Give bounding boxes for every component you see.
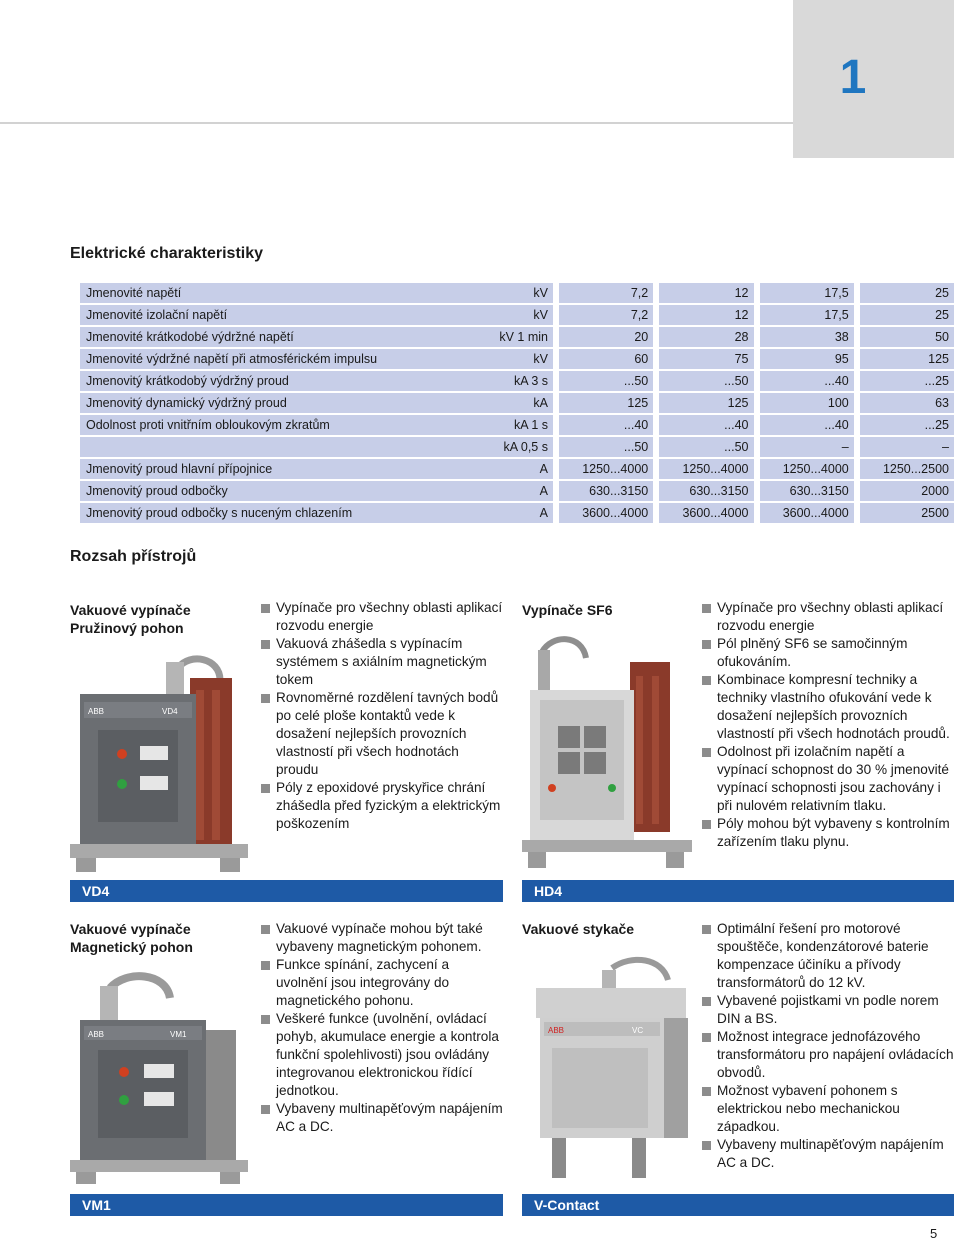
range-title: Rozsah přístrojů [70, 548, 197, 565]
spec-value: 2500 [860, 503, 954, 523]
spec-unit: A [469, 481, 553, 501]
spec-value: 17,5 [760, 283, 854, 303]
hd4-bullet: Vypínače pro všechny oblasti aplikací rozvodu energie [702, 599, 954, 635]
spec-row [80, 503, 954, 523]
vcontact-bullets [702, 920, 954, 1172]
spec-row [80, 349, 954, 369]
spec-value: 25 [860, 305, 954, 325]
spec-row [80, 371, 954, 391]
vd4-heading [70, 601, 191, 637]
vcontact-photo [522, 948, 692, 1184]
vcontact-band: V-Contact [522, 1194, 954, 1216]
vd4-heading-line2: Pružinový pohon [70, 620, 184, 636]
vd4-photo-label: VD4 [162, 707, 178, 716]
vd4-photo [70, 650, 248, 876]
spec-label: Jmenovitý proud odbočky s nuceným chlazením [80, 503, 469, 523]
vcontact-bullet: Vybavené pojistkami vn podle norem DIN a BS. [702, 992, 954, 1028]
hd4-band: HD4 [522, 880, 954, 902]
spec-value: ...40 [659, 415, 753, 435]
spec-label: Odolnost proti vnitřním obloukovým zkratům [80, 415, 469, 435]
spec-value: 1250...4000 [760, 459, 854, 479]
spec-label: Jmenovité izolační napětí [80, 305, 469, 325]
hd4-bullets [702, 599, 954, 851]
hd4-bullet: Póly mohou být vybaveny s kontrolním zařízením tlaku plynu. [702, 815, 954, 851]
spec-value: 28 [659, 327, 753, 347]
vm1-photo-abb-logo: ABB [88, 1030, 105, 1039]
page-number: 5 [930, 1226, 938, 1241]
vm1-heading [70, 920, 193, 956]
spec-value: ...50 [559, 437, 653, 457]
spec-label: Jmenovité napětí [80, 283, 469, 303]
spec-value: 100 [760, 393, 854, 413]
spec-row [80, 327, 954, 347]
spec-label: Jmenovitý dynamický výdržný proud [80, 393, 469, 413]
vm1-photo-label: VM1 [170, 1030, 187, 1039]
spec-unit: kA 3 s [469, 371, 553, 391]
spec-unit: kA 0,5 s [469, 437, 553, 457]
spec-value: 3600...4000 [659, 503, 753, 523]
vd4-bullet: Vypínače pro všechny oblasti aplikací rozvodu energie [261, 599, 504, 635]
spec-label: Jmenovitý krátkodobý výdržný proud [80, 371, 469, 391]
spec-value: 630...3150 [559, 481, 653, 501]
spec-value: ...50 [659, 437, 753, 457]
vm1-photo [70, 968, 248, 1186]
spec-value: 630...3150 [659, 481, 753, 501]
vm1-bullet: Funkce spínání, zachycení a uvolnění jsou integrovány do magnetického pohonu. [261, 956, 504, 1010]
hd4-bullet: Odolnost při izolačním napětí a vypínací schopnost do 30 % jmenovité vypínací schopnosti jsou zachovány i při nulovém relativním tlaku. [702, 743, 954, 815]
spec-row [80, 437, 954, 457]
spec-row [80, 481, 954, 501]
vd4-bullet: Rovnoměrné rozdělení tavných bodů po celé ploše kontaktů vede k dosažení nejlepších provozních vlastností při všech hodnotách proudu [261, 689, 504, 779]
spec-unit: A [469, 459, 553, 479]
vcontact-bullet: Vybaveny multinapěťovým napájením AC a DC. [702, 1136, 954, 1172]
spec-label: Jmenovitý proud odbočky [80, 481, 469, 501]
spec-unit: kV [469, 283, 553, 303]
spec-unit: kA [469, 393, 553, 413]
vcontact-bullet: Možnost vybavení pohonem s elektrickou nebo mechanickou západkou. [702, 1082, 954, 1136]
spec-table [80, 281, 954, 525]
hd4-heading: Vypínače SF6 [522, 602, 613, 618]
spec-value: 3600...4000 [559, 503, 653, 523]
vm1-bullet: Vakuové vypínače mohou být také vybaveny magnetickým pohonem. [261, 920, 504, 956]
vcontact-heading: Vakuové stykače [522, 921, 635, 937]
hd4-bullet: Pól plněný SF6 se samočinným ofukováním. [702, 635, 954, 671]
hd4-photo [522, 628, 692, 874]
spec-value: – [760, 437, 854, 457]
spec-unit: kV [469, 349, 553, 369]
vd4-photo-abb-logo: ABB [88, 707, 105, 716]
spec-value: 125 [860, 349, 954, 369]
spec-value: 2000 [860, 481, 954, 501]
vm1-heading-line1: Vakuové vypínače [70, 921, 191, 937]
spec-value: 17,5 [760, 305, 854, 325]
spec-row [80, 393, 954, 413]
spec-value: 3600...4000 [760, 503, 854, 523]
spec-value: ...25 [860, 415, 954, 435]
spec-value: 38 [760, 327, 854, 347]
vd4-bullet: Póly z epoxidové pryskyřice chrání zhášedla před fyzickým a elektrickým poškozením [261, 779, 504, 833]
spec-value: 50 [860, 327, 954, 347]
vm1-heading-line2: Magnetický pohon [70, 939, 193, 955]
chapter-divider-line [0, 122, 793, 124]
vm1-bullets [261, 920, 504, 1136]
spec-value: 12 [659, 283, 753, 303]
spec-row [80, 459, 954, 479]
chapter-number: 1 [839, 51, 867, 104]
spec-value: ...50 [659, 371, 753, 391]
spec-label [80, 437, 469, 457]
spec-value: 60 [559, 349, 653, 369]
vcontact-bullet: Možnost integrace jednofázového transformátoru pro napájení ovládacích obvodů. [702, 1028, 954, 1082]
spec-value: 75 [659, 349, 753, 369]
spec-value: ...40 [760, 415, 854, 435]
spec-label: Jmenovité výdržné napětí při atmosférickém impulsu [80, 349, 469, 369]
hd4-bullet: Kombinace kompresní techniky a techniky vlastního ofukování vede k dosažení nejlepších provozních vlastností při všech hodnotách proudů. [702, 671, 954, 743]
vm1-band: VM1 [70, 1194, 503, 1216]
spec-label: Jmenovité krátkodobé výdržné napětí [80, 327, 469, 347]
vd4-band: VD4 [70, 880, 503, 902]
spec-unit: kV 1 min [469, 327, 553, 347]
spec-value: 630...3150 [760, 481, 854, 501]
spec-value: ...40 [559, 415, 653, 435]
electrical-title: Elektrické charakteristiky [70, 245, 264, 262]
vd4-heading-line1: Vakuové vypínače [70, 602, 191, 618]
spec-value: – [860, 437, 954, 457]
spec-value: ...40 [760, 371, 854, 391]
spec-value: 12 [659, 305, 753, 325]
spec-unit: kV [469, 305, 553, 325]
spec-unit: kA 1 s [469, 415, 553, 435]
vcontact-bullet: Optimální řešení pro motorové spouštěče, kondenzátorové baterie kompenzace účiníku a přívody transformátorů do 12 kV. [702, 920, 954, 992]
spec-value: 95 [760, 349, 854, 369]
spec-row [80, 283, 954, 303]
spec-value: 7,2 [559, 283, 653, 303]
spec-value: 125 [559, 393, 653, 413]
spec-unit: A [469, 503, 553, 523]
spec-value: 25 [860, 283, 954, 303]
spec-value: ...25 [860, 371, 954, 391]
spec-value: 125 [659, 393, 753, 413]
spec-value: ...50 [559, 371, 653, 391]
vd4-bullet: Vakuová zhášedla s vypínacím systémem s axiálním magnetickým tokem [261, 635, 504, 689]
spec-value: 63 [860, 393, 954, 413]
spec-label: Jmenovitý proud hlavní přípojnice [80, 459, 469, 479]
spec-row [80, 415, 954, 435]
vm1-bullet: Vybaveny multinapěťovým napájením AC a DC. [261, 1100, 504, 1136]
vcontact-photo-abb-logo: ABB [548, 1026, 565, 1035]
spec-row [80, 305, 954, 325]
spec-value: 1250...4000 [559, 459, 653, 479]
vd4-bullets [261, 599, 504, 833]
spec-value: 1250...4000 [659, 459, 753, 479]
vm1-bullet: Veškeré funkce (uvolnění, ovládací pohyb, akumulace energie a kontrola funkční spolehlivosti) jsou ovládány integrovanou elektronickou řídící jednotkou. [261, 1010, 504, 1100]
spec-value: 20 [559, 327, 653, 347]
spec-value: 1250...2500 [860, 459, 954, 479]
vcontact-photo-label: VC [632, 1026, 644, 1035]
spec-value: 7,2 [559, 305, 653, 325]
